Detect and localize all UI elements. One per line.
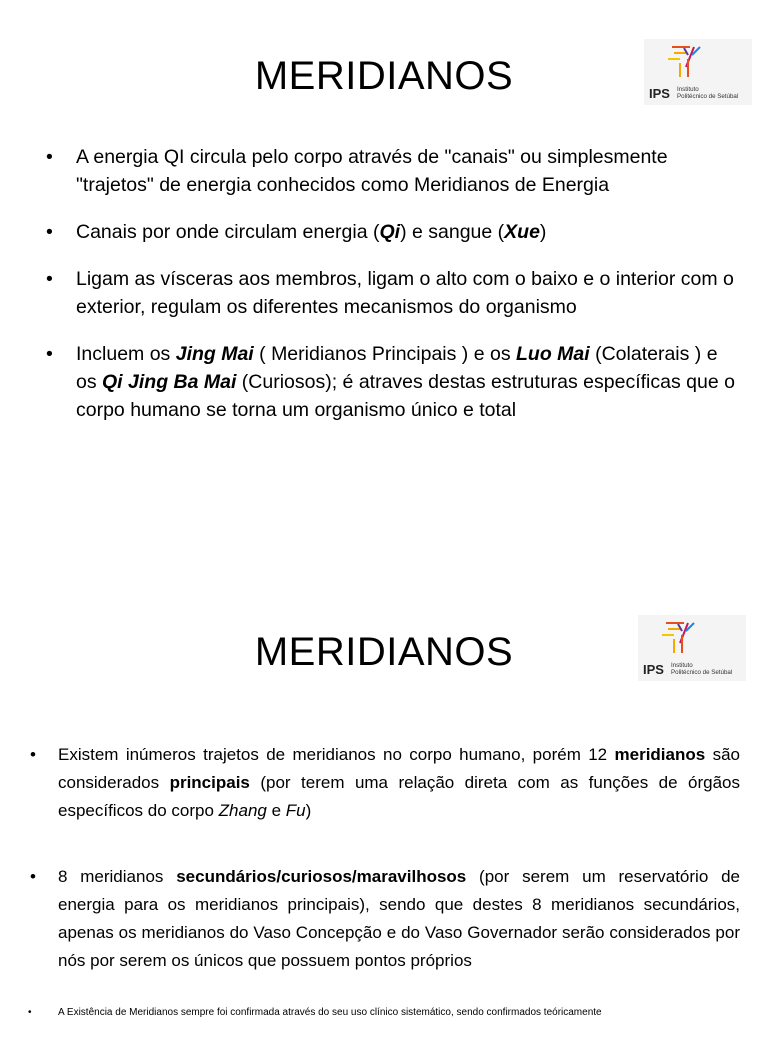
logo-abbr: IPS xyxy=(649,86,670,101)
logo-abbr: IPS xyxy=(643,662,664,677)
slide-title: MERIDIANOS xyxy=(254,54,514,98)
ips-logo xyxy=(638,615,746,681)
bullet-item: • 8 meridianos secundários/curiosos/maravilhosos (por serem um reservatório de energia para os meridianos principais), sendo que destes 8 meridianos secundários, apenas os meridianos do Vaso Concepção e do Vaso Governador serão considerados por nós por serem os únicos que possuem pontos próprios xyxy=(58,863,740,975)
bullet-item: • A Existência de Meridianos sempre foi confirmada através do seu uso clínico sistemático, sendo confirmados teóricamente xyxy=(58,1007,740,1019)
logo-name: Instituto Politécnico de Setúbal xyxy=(671,662,733,676)
ips-logo xyxy=(644,39,752,105)
slide-2 xyxy=(0,576,768,1024)
bullet-list xyxy=(58,741,740,1057)
bullet-item: • Existem inúmeros trajetos de meridianos no corpo humano, porém 12 meridianos são considerados principais (por terem uma relação direta com as funções de órgãos específicos do corpo Zhang e Fu) xyxy=(58,741,740,825)
logo-name: Instituto Politécnico de Setúbal xyxy=(677,86,739,100)
bullet-item: • Canais por onde circulam energia (Qi) e sangue (Xue) xyxy=(76,218,736,246)
bullet-list xyxy=(76,143,736,443)
bullet-item: • Ligam as vísceras aos membros, ligam o alto com o baixo e o interior com o exterior, regulam os diferentes mecanismos do organismo xyxy=(76,265,736,321)
slide-title: MERIDIANOS xyxy=(254,630,514,674)
bullet-item: • Incluem os Jing Mai ( Meridianos Principais ) e os Luo Mai (Colaterais ) e os Qi Jing Ba Mai (Curiosos); é atraves destas estruturas específicas que o corpo humano se torna um organismo único e total xyxy=(76,340,736,424)
bullet-item: • A energia QI circula pelo corpo através de "canais" ou simplesmente "trajetos" de energia conhecidos como Meridianos de Energia xyxy=(76,143,736,199)
